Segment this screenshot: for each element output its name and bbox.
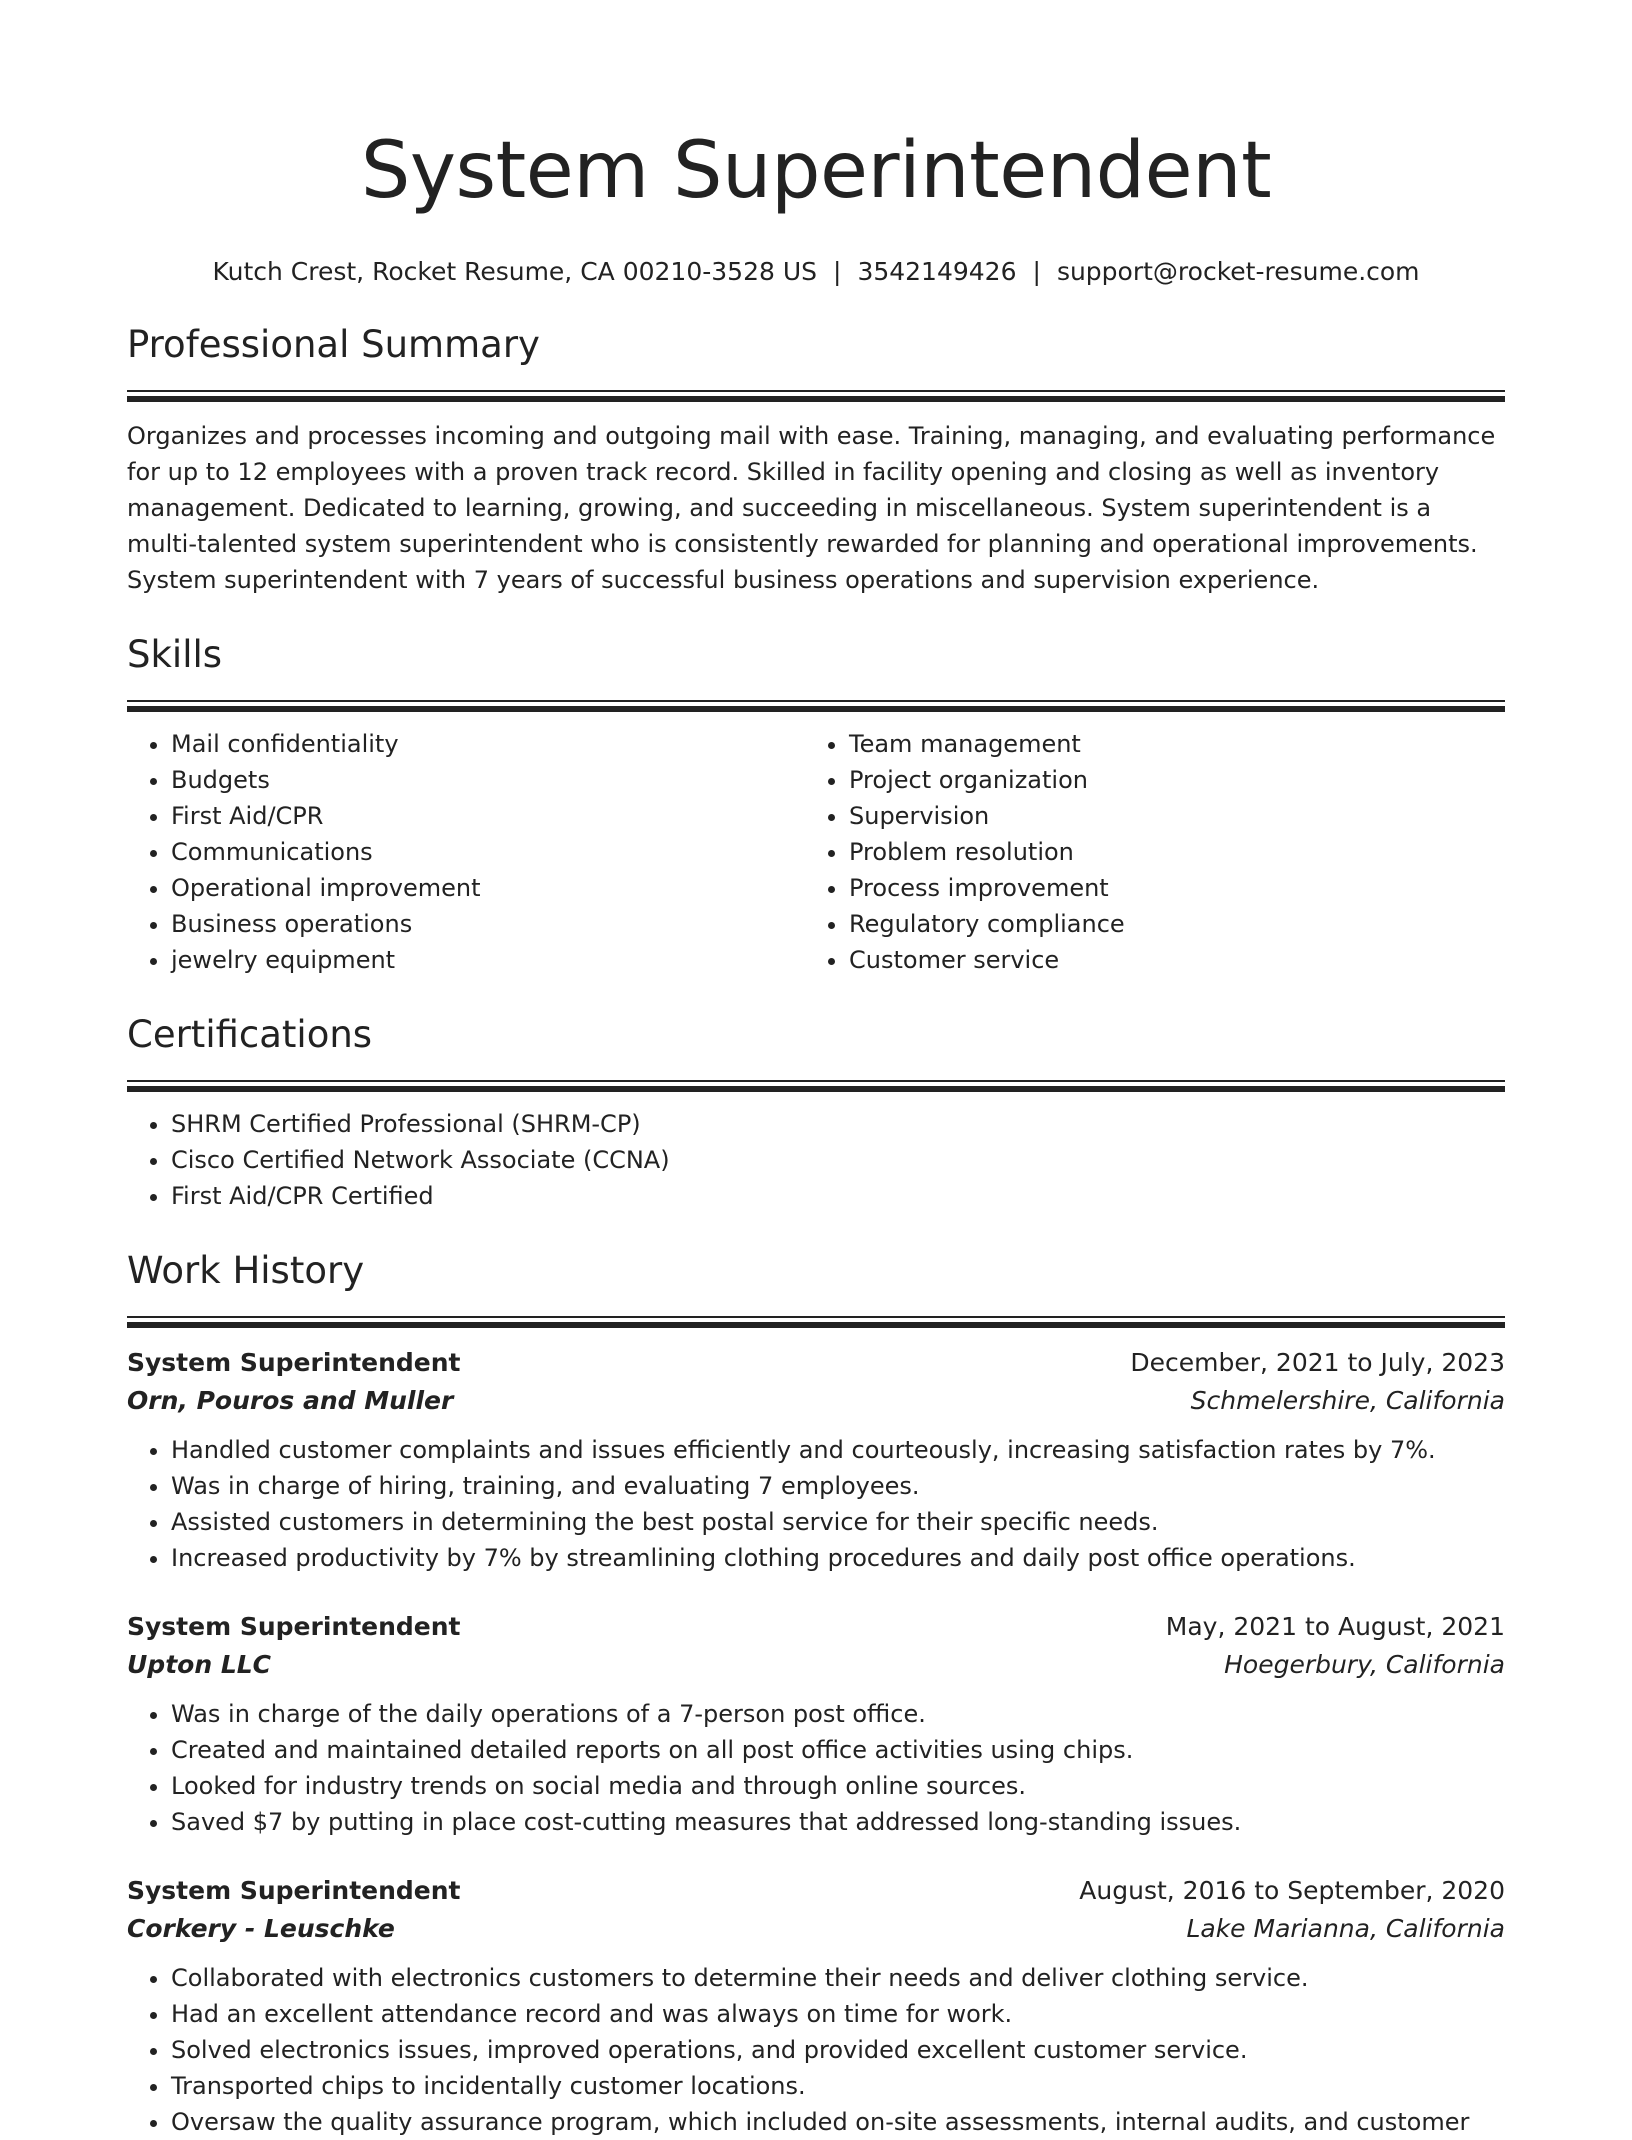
candidate-name: System Superintendent — [360, 126, 1272, 216]
section-title-skills: Skills — [127, 633, 223, 676]
skills-column-2 — [805, 726, 1549, 978]
skill-item: • Customer service — [849, 942, 1549, 978]
job-bullet: • Handled customer complaints and issues efficiently and courteously, increasing satisfaction rates by 7%. — [171, 1432, 1505, 1468]
section-title-work-history: Work History — [127, 1249, 365, 1292]
job-bullet: • Saved $7 by putting in place cost-cutting measures that addressed long-standing issues. — [171, 1804, 1505, 1840]
resume-page — [127, 0, 1505, 2140]
skill-item: • Project organization — [849, 762, 1549, 798]
summary-section — [127, 322, 1505, 598]
contact-separator: | — [1032, 257, 1041, 286]
job-entry — [127, 1872, 1505, 2140]
section-divider — [127, 1080, 1505, 1092]
job-subheader-row — [127, 1910, 1505, 1948]
job-title: System Superintendent — [127, 1348, 461, 1377]
job-bullet: • Increased productivity by 7% by streamlining clothing procedures and daily post office operations. — [171, 1540, 1505, 1576]
job-header-row — [127, 1608, 1505, 1646]
section-title-summary: Professional Summary — [127, 323, 540, 366]
job-company: Corkery - Leuschke — [127, 1914, 395, 1943]
job-header-row — [127, 1344, 1505, 1382]
job-bullet: • Had an excellent attendance record and was always on time for work. — [171, 1996, 1505, 2032]
skill-item: • Regulatory compliance — [849, 906, 1549, 942]
skill-item: • Operational improvement — [171, 870, 805, 906]
job-title: System Superintendent — [127, 1612, 461, 1641]
job-company: Upton LLC — [127, 1650, 272, 1679]
job-dates: May, 2021 to August, 2021 — [1165, 1612, 1505, 1641]
certifications-section — [127, 1012, 1505, 1214]
contact-address: Kutch Crest, Rocket Resume, CA 00210-3528 US — [212, 257, 817, 286]
job-bullet: • Was in charge of the daily operations of a 7-person post office. — [171, 1696, 1505, 1732]
job-location: Lake Marianna, California — [1186, 1914, 1505, 1943]
certification-item: • First Aid/CPR Certified — [171, 1178, 1505, 1214]
section-divider — [127, 1316, 1505, 1328]
job-bullets — [127, 1960, 1505, 2140]
skills-column-1 — [127, 726, 805, 978]
skills-section — [127, 632, 1505, 978]
skill-item: • Budgets — [171, 762, 805, 798]
contact-line — [127, 256, 1505, 288]
skill-item: • Communications — [171, 834, 805, 870]
job-bullet: • Collaborated with electronics customers to determine their needs and deliver clothing service. — [171, 1960, 1505, 1996]
skill-item: • Problem resolution — [849, 834, 1549, 870]
job-entry — [127, 1608, 1505, 1840]
skill-item: • Team management — [849, 726, 1549, 762]
skills-grid — [127, 726, 1505, 978]
skill-item: • First Aid/CPR — [171, 798, 805, 834]
job-bullet: • Solved electronics issues, improved operations, and provided excellent customer service. — [171, 2032, 1505, 2068]
job-bullet: • Assisted customers in determining the best postal service for their specific needs. — [171, 1504, 1505, 1540]
skill-item: • Supervision — [849, 798, 1549, 834]
job-bullet: • Oversaw the quality assurance program, which included on-site assessments, internal audits, and customer — [171, 2104, 1505, 2140]
job-dates: August, 2016 to September, 2020 — [1079, 1876, 1505, 1905]
skill-item: • Mail confidentiality — [171, 726, 805, 762]
section-divider — [127, 390, 1505, 402]
job-title: System Superintendent — [127, 1876, 461, 1905]
work-history-section — [127, 1248, 1505, 2140]
certification-item: • Cisco Certified Network Associate (CCNA) — [171, 1142, 1505, 1178]
job-bullet: • Transported chips to incidentally customer locations. — [171, 2068, 1505, 2104]
contact-phone: 3542149426 — [857, 257, 1017, 286]
job-entry — [127, 1344, 1505, 1576]
job-bullets — [127, 1432, 1505, 1576]
skill-item: • Business operations — [171, 906, 805, 942]
job-bullets — [127, 1696, 1505, 1840]
skill-item: • jewelry equipment — [171, 942, 805, 978]
summary-text: Organizes and processes incoming and outgoing mail with ease. Training, managing, and evaluating performance for up to 12 employees with a proven track record. Skilled in facility opening and closing as well as inventory management. Dedicated to learning, growing, and succeeding in miscellaneous. System superintendent is a multi-talented system superintendent who is consistently rewarded for planning and operational improvements. System superintendent with 7 years of successful business operations and supervision experience. — [127, 422, 1496, 594]
job-header-row — [127, 1872, 1505, 1910]
job-subheader-row — [127, 1646, 1505, 1684]
job-bullet: • Created and maintained detailed reports on all post office activities using chips. — [171, 1732, 1505, 1768]
job-subheader-row — [127, 1382, 1505, 1420]
contact-email[interactable]: support@rocket-resume.com — [1056, 257, 1420, 286]
section-divider — [127, 700, 1505, 712]
job-location: Schmelershire, California — [1190, 1386, 1505, 1415]
certification-item: • SHRM Certified Professional (SHRM-CP) — [171, 1106, 1505, 1142]
section-title-certifications: Certifications — [127, 1013, 373, 1056]
certifications-list — [127, 1106, 1505, 1214]
job-bullet: • Looked for industry trends on social media and through online sources. — [171, 1768, 1505, 1804]
job-location: Hoegerbury, California — [1224, 1650, 1505, 1679]
job-dates: December, 2021 to July, 2023 — [1130, 1348, 1505, 1377]
contact-separator: | — [833, 257, 842, 286]
job-company: Orn, Pouros and Muller — [127, 1386, 454, 1415]
job-bullet: • Was in charge of hiring, training, and evaluating 7 employees. — [171, 1468, 1505, 1504]
skill-item: • Process improvement — [849, 870, 1549, 906]
